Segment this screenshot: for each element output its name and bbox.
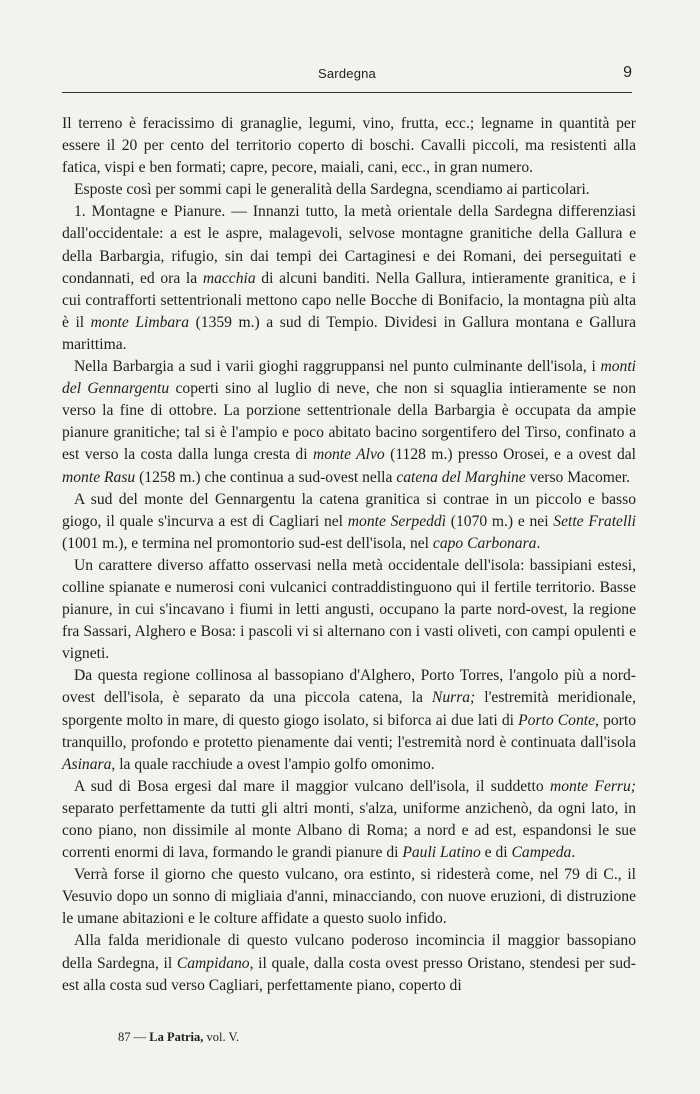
text-run: verso Macomer. <box>525 468 631 486</box>
paragraph <box>62 179 636 201</box>
text-run: separato perfettamente da tutti gli altri monti, s'alza, uniforme anzichenò, da ogni lato, in cono piano, non dissimile al monte Albano di Roma; a nord e ad est, espandonsi le sue correnti enormi di lava, formando le grandi pianure di <box>62 799 636 862</box>
text-run: A sud del monte del Gennargentu la catena granitica si contrae in un piccolo e basso giogo, il quale s'incurva a est di Cagliari nel <box>62 490 636 530</box>
text-run: Alla falda meridionale di questo vulcano poderoso incomincia il maggior bassopiano della Sardegna, il <box>62 932 636 972</box>
text-run: Un carattere diverso affatto osservasi nella metà occidentale dell'isola: bassipiani estesi, colline spianate e numerosi coni vulcanici contraddistinguono qui il fertile territorio. Basse pianure, in cui s'incavano i fiumi in letti angusti, occupano la parte nord-ovest, la regione fra Sassari, Alghero e Bosa: i pascoli vi si alternano con i vasti oliveti, con campi opulenti e vigneti. <box>62 556 636 663</box>
running-header <box>62 64 632 90</box>
paragraph <box>62 665 636 775</box>
italic-term: Porto Conte <box>518 711 596 729</box>
text-run: di alcuni banditi. Nella Gallura, intieramente granitica, e i cui contrafforti settentrionali mettono capo nelle Bocche di Bonifacio, la montagna più alta è il <box>62 269 636 331</box>
italic-term: monte Alvo <box>312 446 385 464</box>
text-run: Il terreno è feracissimo di granaglie, legumi, vino, frutta, ecc.; legname in quantità per essere il 20 per cento del territorio coperto di boschi. Cavalli piccoli, ma resistenti alla fatica, vispi e ben formati; capre, pecore, maiali, cani, ecc., in gran numero. <box>62 115 636 177</box>
paragraph <box>62 930 636 996</box>
text-run: 1. Montagne e Pianure. — Innanzi tutto, la metà orientale della Sardegna differenziasi dall'occidentale: a est le aspre, malagevoli, selvose montagne granitiche della Gallura e della Barbargia, rifugio, sin dai tempi dei Cartaginesi e dei Romani, dei perseguitati e condannati, ed ora la <box>62 203 636 287</box>
italic-term: Campeda <box>511 844 572 862</box>
paragraph <box>62 776 636 864</box>
paragraph <box>62 113 636 179</box>
text-run: . <box>536 534 541 552</box>
page-footer <box>118 1030 239 1045</box>
paragraph <box>62 555 636 665</box>
text-run: Esposte così per sommi capi le generalità della Sardegna, scendiamo ai particolari. <box>74 181 590 199</box>
text-run: Da questa regione collinosa al bassopiano d'Alghero, Porto Torres, l'angolo più a nord-ovest dell'isola, è separato da una piccola catena, la <box>62 667 636 707</box>
text-run: e di <box>480 844 512 862</box>
header-rule <box>62 92 632 93</box>
italic-term: monte Rasu <box>62 468 136 486</box>
publication-title: La Patria, <box>149 1030 204 1044</box>
page-number: 9 <box>623 64 632 81</box>
italic-term: monti del Gennargentu <box>62 358 636 398</box>
paragraph <box>62 489 636 555</box>
text-run: coperti sino al luglio di neve, che non si squaglia intieramente se non verso la fine di ottobre. La porzione settentrionale della Barbargia è occupata da ampie pianure granitiche; tal si è l'ampio e poco abitato bacino sorgentifero del Tirso, confinato a est verso la costa dalla lunga cresta di <box>62 380 636 464</box>
italic-term: monte Limbara <box>90 313 190 331</box>
text-run: (1359 m.) a sud di Tempio. Dividesi in Gallura montana e Gallura marittima. <box>62 313 637 353</box>
text-run: (1258 m.) che continua a sud-ovest nella <box>135 468 397 486</box>
text-run: , porto tranquillo, profondo e protetto pienamente dai venti; l'estremità nord è continuata dall'isola <box>62 711 637 751</box>
italic-term: Pauli Latino <box>402 844 481 862</box>
italic-term: Campidano <box>176 954 250 972</box>
text-run: , il quale, dalla costa ovest presso Oristano, stendesi per sud-est alla costa sud verso Cagliari, perfettamente piano, coperto di <box>62 954 636 994</box>
italic-term: capo Carbonara <box>432 534 537 552</box>
paragraph <box>62 864 636 930</box>
text-run: (1001 m.), e termina nel promontorio sud-est dell'isola, nel <box>62 534 433 552</box>
text-run: (1070 m.) e nei <box>446 512 554 530</box>
text-run: (1128 m.) presso Orosei, e a ovest dal <box>384 446 636 464</box>
paragraph <box>62 201 636 356</box>
italic-term: monte Serpeddì <box>347 512 447 530</box>
text-run: l'estremità meridionale, sporgente molto in mare, di questo giogo isolato, si biforca ai due lati di <box>62 689 636 729</box>
text-run: A sud di Bosa ergesi dal mare il maggior vulcano dell'isola, il suddetto <box>74 777 550 795</box>
italic-term: catena del Marghine <box>396 468 526 486</box>
volume-label: vol. V. <box>206 1030 240 1044</box>
text-run: , la quale racchiude a ovest l'ampio golfo omonimo. <box>111 755 435 773</box>
body-text <box>62 113 636 997</box>
text-run: Nella Barbargia a sud i varii gioghi raggruppansi nel punto culminante dell'isola, i <box>74 358 601 376</box>
italic-term: monte Ferru; <box>549 777 636 795</box>
signature-mark: 87 — <box>118 1030 147 1044</box>
header-title: Sardegna <box>318 66 376 81</box>
italic-term: Sette Fratelli <box>553 512 636 530</box>
text-run: . <box>571 844 576 862</box>
text-run: Verrà forse il giorno che questo vulcano, ora estinto, si ridesterà come, nel 79 di C., il Vesuvio dopo un sonno di migliaia d'anni, minacciando, con nuove eruzioni, di distruzione le umane abitazioni e le colture affidate a questo suolo infido. <box>62 866 636 928</box>
paragraph <box>62 356 636 489</box>
italic-term: macchia <box>202 269 256 287</box>
italic-term: Nurra; <box>431 689 476 707</box>
italic-term: Asinara <box>62 755 112 773</box>
